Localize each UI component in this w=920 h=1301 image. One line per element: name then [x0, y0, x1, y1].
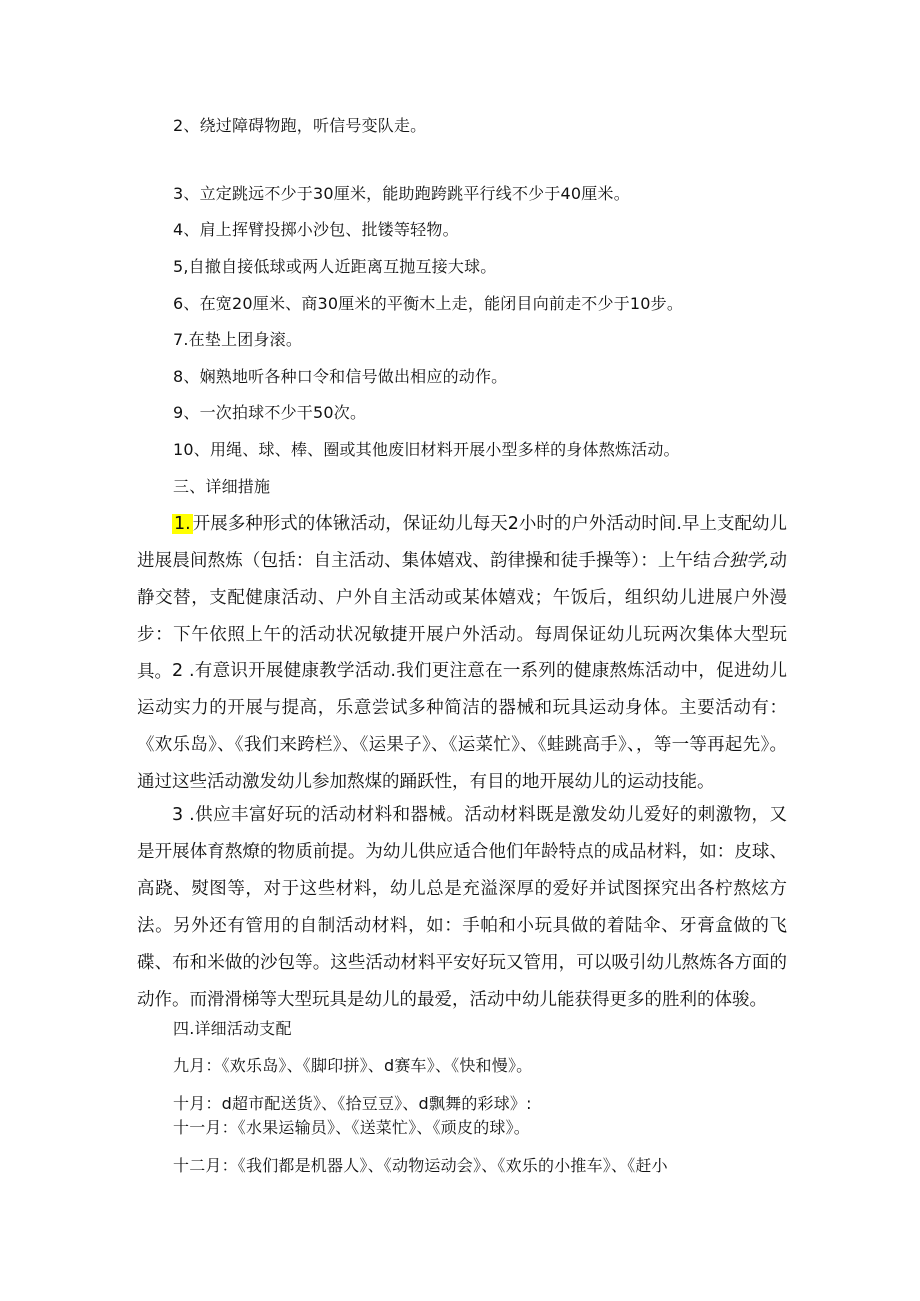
schedule-item: 十一月：《水果运输员》、《送菜忙》、《顽皮的球》。	[173, 1118, 531, 1137]
list-item: 2、绕过障碍物跑，听信号变队走。	[173, 116, 427, 135]
paragraph-italic-text: 合独学,	[710, 551, 770, 571]
section-heading: 三、详细措施	[173, 477, 271, 496]
highlighted-number: 1.	[174, 514, 191, 534]
schedule-item: 十二月：《我们都是机器人》、《动物运动会》、《欢乐的小推车》、《赶小	[173, 1156, 668, 1175]
list-item: 3、立定跳远不少于30厘米，能助跑跨跳平行线不少于40厘米。	[173, 184, 630, 203]
schedule-item: 九月：《欢乐岛》、《脚印拼》、d赛车》、《快和慢》。	[173, 1056, 533, 1075]
list-item: 5,自撤自接低球或两人近距离互抛互接大球。	[173, 257, 497, 276]
list-item: 9、一次拍球不少干50次。	[173, 403, 367, 422]
list-item: 6、在宽20厘米、商30厘米的平衡木上走，能闭目向前走不少于10步。	[173, 294, 684, 313]
list-item: 4、肩上挥臂投掷小沙包、批镂等轻物。	[173, 220, 459, 239]
list-item: 7.在垫上团身滚。	[173, 330, 303, 349]
list-item: 10、用绳、球、棒、圈或其他废旧材料开展小型多样的身体熬炼活动。	[173, 440, 680, 459]
paragraph-text: 动静交替，支配健康活动、户外自主活动或某体嬉戏；午饭后，组织幼儿进展户外漫步：下午依照上午的活动状况敏捷开展户外活动。每周保证幼儿玩两次集体大型玩具。	[137, 551, 787, 682]
schedule-item: 十月：d超市配送货》、《拾豆豆》、d飘舞的彩球》:	[173, 1094, 532, 1113]
paragraph-text: 开展多种形式的体锹活动，保证幼儿每天2小时的户外活动时间.早上支配幼儿进展晨间熬炼（包括：自主活动、集体嬉戏、韵律操和徒手操等）：上午结	[137, 514, 787, 571]
paragraph-3: 3 .供应丰富好玩的活动材料和器械。活动材料既是激发幼儿爱好的刺激物，又是开展体育熬燎的物质前提。为幼儿供应适合他们年龄特点的成品材料，如：皮球、高跷、熨图等，对于这些材料，幼儿总是充溢深厚的爱好并试图探究出各柠熬炫方法。另外还有管用的自制活动材料，如：手帕和小玩具做的着陆伞、牙膏盒做的飞碟、布和米做的沙包等。这些活动材料平安好玩又管用，可以吸引幼儿熬炼各方面的动作。而滑滑梯等大型玩具是幼儿的最爱，活动中幼儿能获得更多的胜利的体骏。	[137, 805, 787, 1010]
section-heading: 四.详细活动支配	[173, 1019, 292, 1038]
paragraph-2: 2 .有意识开展健康教学活动.我们更注意在一系列的健康熬炼活动中，促进幼儿运动实力的开展与提高，乐意尝试多种简洁的器械和玩具运动身体。主要活动有：《欢乐岛》、《我们来跨栏》、《运果子》、《运菜忙》、《蛙跳高手》、，等一等再起先》。通过这些活动激发幼儿参加熬煤的踊跃性，有目的地开展幼儿的运动技能。	[137, 661, 787, 792]
list-item: 8、娴熟地听各种口令和信号做出相应的动作。	[173, 367, 508, 386]
